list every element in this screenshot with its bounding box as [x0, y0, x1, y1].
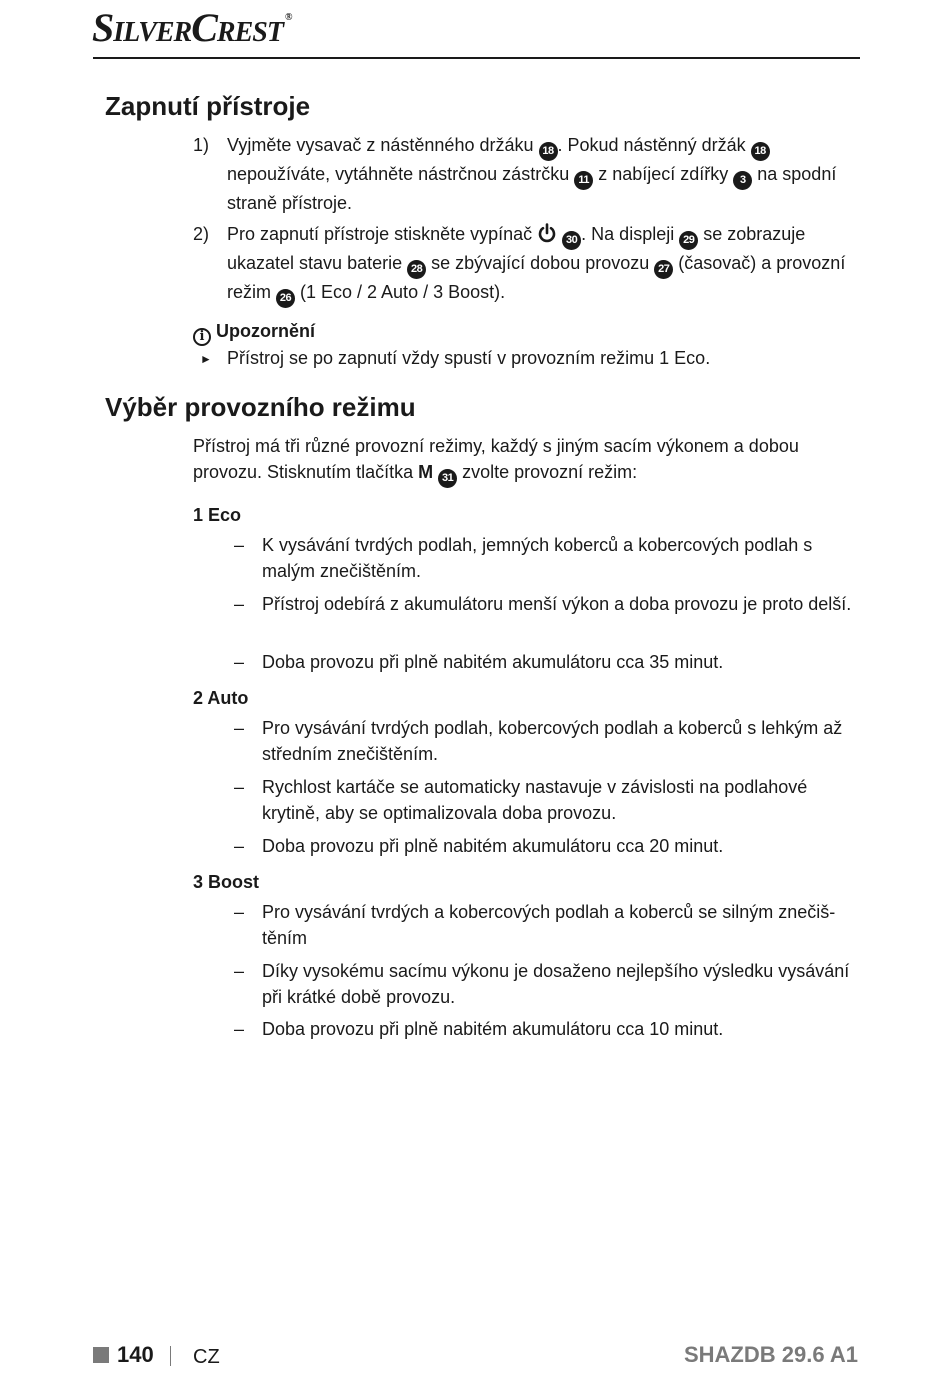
ref-badge: 28 [407, 260, 426, 279]
model-number: SHAZDB 29.6 A1 [683, 1342, 858, 1367]
section-title-power-on: Zapnutí přístroje [105, 91, 311, 121]
registered-mark: ® [284, 12, 292, 23]
info-icon: i [193, 328, 211, 346]
page-number: 140 [117, 1342, 154, 1367]
note-heading: i Upozornění [193, 318, 315, 346]
step-number: 1) [193, 135, 210, 155]
footer-divider [170, 1346, 171, 1366]
ref-badge: 31 [438, 469, 457, 488]
step-2 [193, 221, 863, 308]
step-text: Vyjměte vysavač z nástěnného držáku 18 . Pokud nástěnný držák 18 nepoužíváte, vytáhněte nástrčnou zástrčku 11 z nabíjecí zdířky 3 na spodní straně přístroje. [227, 135, 837, 213]
list-item: – Doba provozu při plně nabitém akumulátoru cca 20 minut. [234, 836, 724, 856]
m-key-label: M [418, 462, 434, 482]
note-item: ► Přístroj se po zapnutí vždy spustí v provozním režimu 1 Eco. [200, 345, 710, 372]
arrow-right-icon: ► [200, 352, 212, 366]
ref-badge: 29 [679, 231, 698, 250]
mode-title-eco: 1 Eco [193, 505, 242, 525]
ref-badge: 18 [751, 142, 770, 161]
power-icon [537, 223, 557, 243]
ref-badge: 11 [574, 171, 593, 190]
list-item: – Doba provozu při plně nabitém akumulátoru cca 35 minut. [234, 652, 724, 672]
list-item: – Díky vysokému sacímu výkonu je dosaženo nejlepšího výsledku vysávání při krátké době provozu. [234, 961, 850, 1007]
step-text: Pro zapnutí přístroje stiskněte vypínač 30 . Na displeji 29 se zobrazuje ukazatel stavu baterie 28 se zbývající dobou provozu 27 (časovač) a provozní režim 26 (1 Eco / 2 Auto / 3 Boost). [227, 221, 863, 308]
list-item: – K vysávání tvrdých podlah, jemných koberců a kobercových podlah s malým znečištěním. [234, 535, 813, 581]
step-1 [193, 132, 863, 216]
brand-logo: SilverCrest ® [92, 5, 292, 50]
mode-title-boost: 3 Boost [193, 872, 260, 892]
step-number: 2) [193, 224, 210, 244]
language-code: CZ [193, 1346, 220, 1368]
ref-badge: 3 [733, 171, 752, 190]
list-item: – Doba provozu při plně nabitém akumulátoru cca 10 minut. [234, 1019, 724, 1039]
ref-badge: 26 [276, 289, 295, 308]
mode-title-auto: 2 Auto [193, 688, 249, 708]
list-item: – Pro vysávání tvrdých podlah, kobercových podlah a koberců s lehkým až středním znečištěním. [234, 718, 843, 764]
list-item: – Rychlost kartáče se automaticky nastavuje v závislosti na podlahové krytině, aby se optimalizovala doba provozu. [234, 777, 808, 823]
section-title-mode-selection: Výběr provozního režimu [105, 392, 416, 422]
mode-intro: Přístroj má tři různé provozní režimy, každý s jiným sacím výkonem a dobou provozu. Stisknutím tlačítka M 31 zvolte provozní režim: [193, 433, 853, 488]
ref-badge: 27 [654, 260, 673, 279]
header-rule [93, 57, 860, 59]
ref-badge: 30 [562, 231, 581, 250]
list-item: – Přístroj odebírá z akumulátoru menší výkon a doba provozu je proto delší. [234, 594, 852, 614]
ref-badge: 18 [539, 142, 558, 161]
footer-square-icon [93, 1347, 109, 1363]
list-item: – Pro vysávání tvrdých a kobercových podlah a koberců se silným znečištěním [234, 902, 836, 948]
